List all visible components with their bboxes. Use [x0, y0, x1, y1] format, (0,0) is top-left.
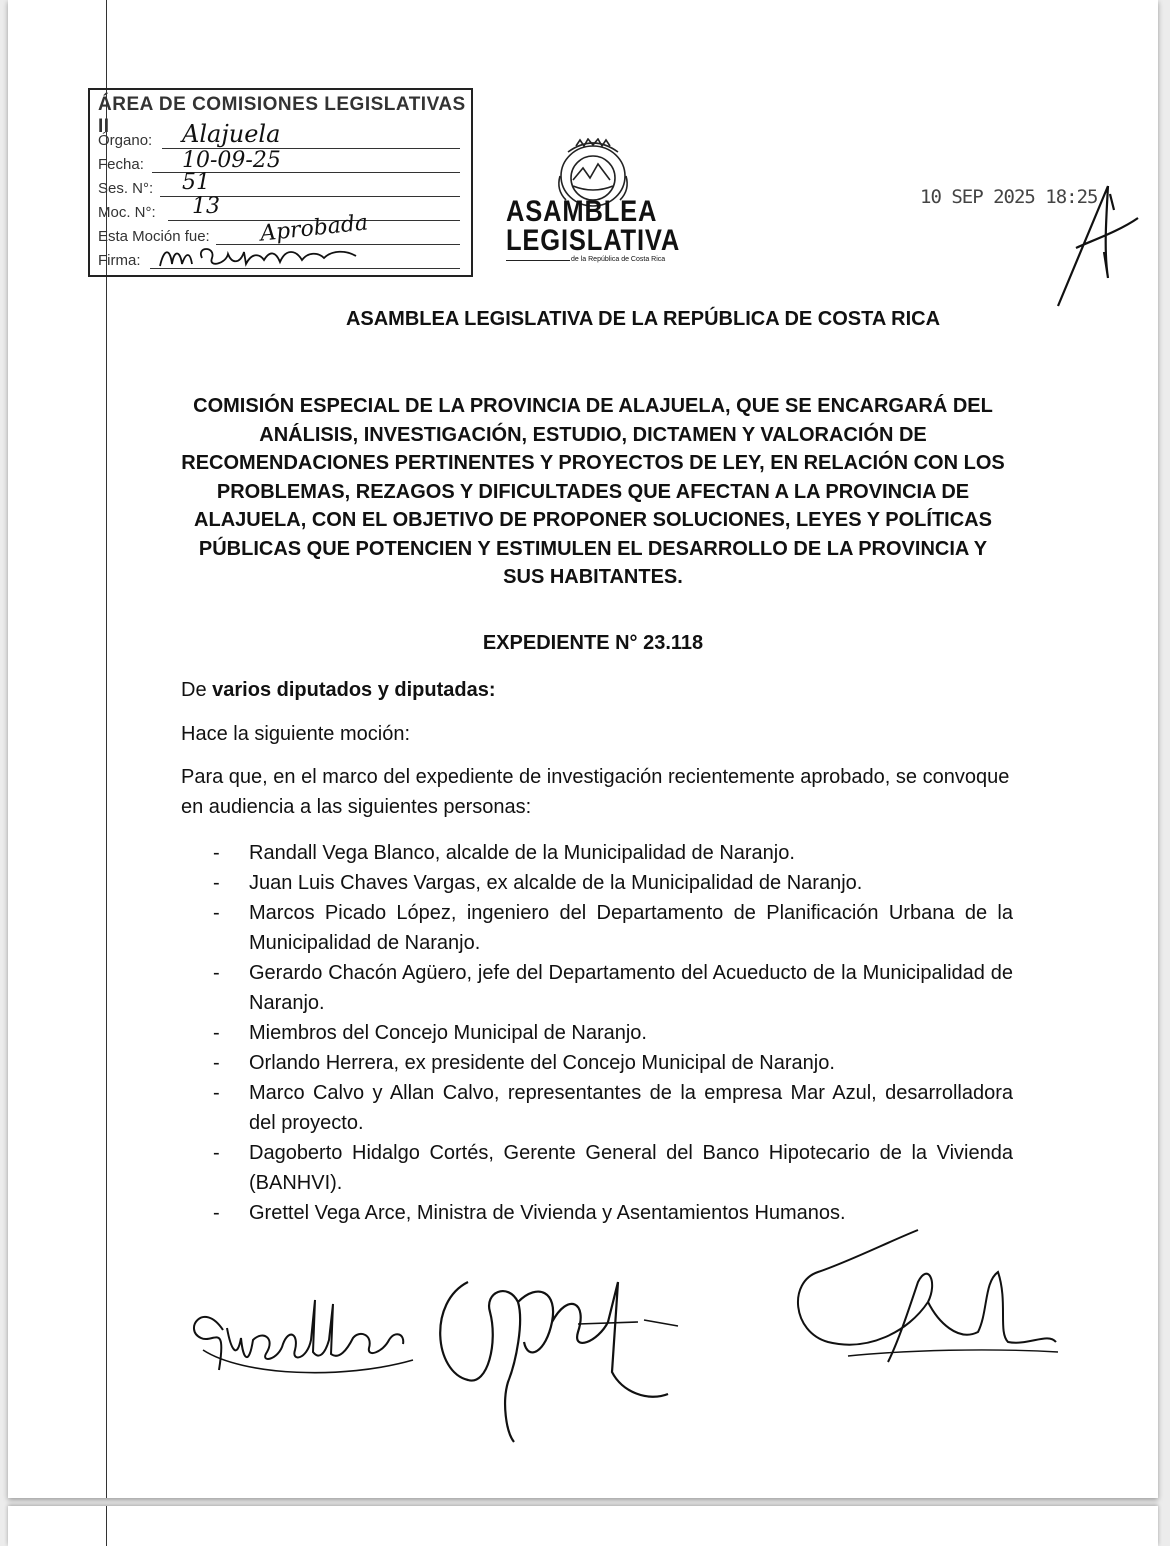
logo-asamblea: ASAMBLEA [506, 195, 658, 228]
list-item-text: Marco Calvo y Allan Calvo, representantes de la empresa Mar Azul, desarrolladora del proyecto. [249, 1082, 1013, 1134]
stamp-fecha-label: Fecha: [98, 156, 144, 173]
list-item [213, 1078, 1013, 1138]
motion-intro: Hace la siguiente moción: [181, 723, 411, 745]
stamp-firma-label: Firma: [98, 252, 141, 269]
list-item [213, 838, 1013, 868]
list-bullet: - [213, 1052, 220, 1074]
list-bullet: - [213, 872, 220, 894]
list-item [213, 898, 1013, 958]
list-item [213, 868, 1013, 898]
stamp-estado-value: Aprobada [258, 210, 370, 247]
header-title: ASAMBLEA LEGISLATIVA DE LA REPÚBLICA DE COSTA RICA [345, 308, 941, 330]
next-page-margin-line [106, 1506, 107, 1546]
expediente-number: EXPEDIENTE N° 23.118 [482, 632, 704, 654]
list-bullet: - [213, 842, 220, 864]
committee-stamp [88, 88, 473, 277]
stamp-sesion-value: 51 [182, 170, 210, 195]
stamp-sesion-label: Ses. N°: [98, 180, 154, 197]
list-item [213, 1018, 1013, 1048]
signature-2 [428, 1262, 688, 1452]
stamp-mocion-label: Moc. N°: [98, 204, 156, 221]
list-bullet: - [213, 1142, 220, 1164]
signature-1 [183, 1280, 423, 1390]
list-bullet: - [213, 1082, 220, 1104]
stamp-estado-label: Esta Moción fue: [98, 228, 210, 245]
list-item-text: Marcos Picado López, ingeniero del Departamento de Planificación Urbana de la Municipalidad de Naranjo. [249, 902, 1013, 954]
list-bullet: - [213, 902, 220, 924]
motion-body: Para que, en el marco del expediente de investigación recientemente aprobado, se convoque en audiencia a las siguientes personas: [181, 766, 1010, 818]
next-page-edge [8, 1506, 1158, 1546]
list-item-text: Gerardo Chacón Agüero, jefe del Departamento del Acueducto de la Municipalidad de Naranjo. [249, 962, 1013, 1014]
list-item [213, 958, 1013, 1018]
stamp-signature [156, 242, 366, 272]
signature-3 [788, 1222, 1068, 1372]
list-bullet: - [213, 1022, 220, 1044]
stamp-organo-value: Alajuela [182, 120, 281, 148]
list-item [213, 1048, 1013, 1078]
stamp-title: ÁREA DE COMISIONES LEGISLATIVAS II [98, 94, 466, 137]
persons-list [213, 838, 1013, 1228]
list-item-text: Miembros del Concejo Municipal de Naranjo. [249, 1022, 647, 1044]
commission-title: COMISIÓN ESPECIAL DE LA PROVINCIA DE ALAJUELA, QUE SE ENCARGARÁ DEL ANÁLISIS, INVESTIGACIÓN, ESTUDIO, DICTAMEN Y VALORACIÓN DE RECOMENDACIONES PERTINENTES Y PROYECTOS DE LEY, EN RELACIÓN CON LOS PROBLEMAS, REZAGOS Y DIFICULTADES QUE AFECTAN A LA PROVINCIA DE ALAJUELA, CON EL OBJETIVO DE PROPONER SOLUCIONES, LEYES Y POLÍTICAS PÚBLICAS QUE POTENCIEN Y ESTIMULEN EL DESARROLLO DE LA PROVINCIA Y SUS HABITANTES. [181, 395, 1005, 588]
list-item [213, 1138, 1013, 1198]
list-item-text: Randall Vega Blanco, alcalde de la Municipalidad de Naranjo. [249, 842, 795, 864]
received-initials-signature [1048, 182, 1148, 312]
list-item-text: Juan Luis Chaves Vargas, ex alcalde de la Municipalidad de Naranjo. [249, 872, 863, 894]
stamp-mocion-value: 13 [192, 194, 220, 219]
from-prefix: De [181, 679, 207, 701]
received-date-stamp: 10 SEP 2025 18:25 [920, 186, 1098, 208]
list-item-text: Grettel Vega Arce, Ministra de Vivienda y Asentamientos Humanos. [249, 1202, 846, 1224]
from-bold: varios diputados y diputadas: [212, 679, 496, 701]
logo-subtitle: de la República de Costa Rica [571, 256, 666, 263]
from-line [181, 675, 496, 705]
document-page [8, 0, 1158, 1498]
logo-rule [506, 260, 570, 261]
list-item-text: Dagoberto Hidalgo Cortés, Gerente General del Banco Hipotecario de la Vivienda (BANHVI). [249, 1142, 1013, 1194]
stamp-fecha-value: 10-09-25 [182, 148, 281, 173]
logo-legislativa: LEGISLATIVA [506, 224, 681, 257]
stamp-organo-label: Órgano: [98, 132, 153, 149]
list-bullet: - [213, 1202, 220, 1224]
list-bullet: - [213, 962, 220, 984]
list-item-text: Orlando Herrera, ex presidente del Concejo Municipal de Naranjo. [249, 1052, 835, 1074]
